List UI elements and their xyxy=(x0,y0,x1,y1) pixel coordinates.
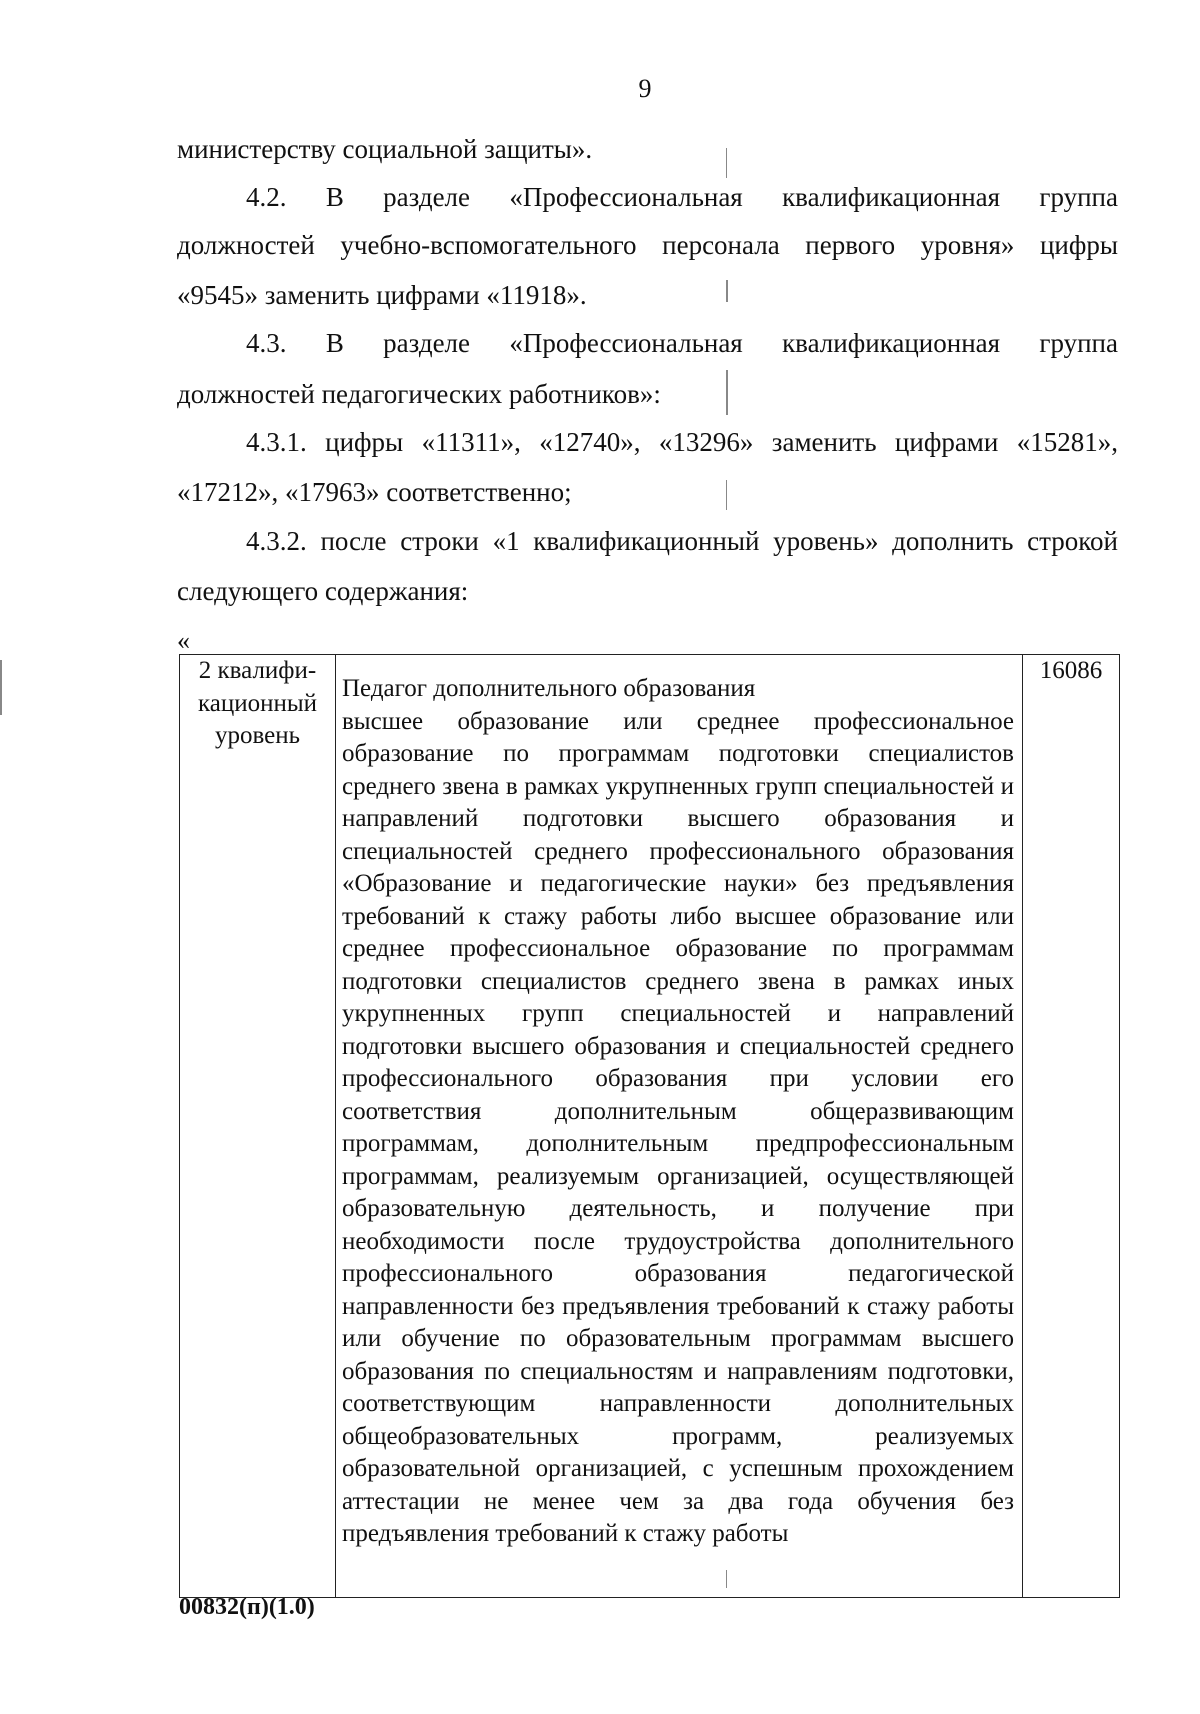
document-code: 00832(п)(1.0) xyxy=(179,1594,315,1620)
body-line-10: следующего содержания: xyxy=(177,576,469,606)
body-line-8: «17212», «17963» соответственно; xyxy=(177,477,572,507)
body-line-7: 4.3.1. цифры «11311», «12740», «13296» заменить цифрами «15281», xyxy=(246,427,1118,457)
body-line-4: «9545» заменить цифрами «11918». xyxy=(177,280,587,310)
scan-artifact-line xyxy=(726,480,727,510)
table-row xyxy=(180,655,1120,1598)
salary-value: 16086 xyxy=(1039,657,1103,684)
body-line-1: министерству социальной защиты». xyxy=(177,134,593,164)
body-line-5: 4.3. В разделе «Профессиональная квалификационная группа xyxy=(246,328,1118,358)
body-line-2: 4.2. В разделе «Профессиональная квалификационная группа xyxy=(246,182,1118,212)
scan-artifact-line xyxy=(726,370,728,415)
description-cell xyxy=(336,655,1023,1598)
salary-cell xyxy=(1023,655,1120,1598)
qualification-table xyxy=(179,654,1120,1598)
position-requirements: высшее образование или среднее профессиональное образование по программам подготовки специалистов среднего звена в рамках укрупненных групп специальностей и направлений подготовки высшего образования и специальностей среднего профессионального образования «Образование и педагогические науки» без предъявления требований к стажу работы либо высшее образование или среднее профессиональное образование по программам подготовки специалистов среднего звена в рамках иных укрупненных групп специальностей и направлений подготовки высшего образования и специальностей среднего профессионального образования при условии его соответствия дополнительным общеразвивающим программам, дополнительным предпрофессиональным программам, реализуемым организацией, осуществляющей образовательную деятельность, и получение при необходимости после трудоустройства дополнительного профессионального образования педагогической направленности без предъявления требований к стажу работы или обучение по образовательным программам высшего образования по специальностям и направлениям подготовки, соответствующим направленности дополнительных общеобразовательных программ, реализуемых образовательной организацией, с успешным прохождением аттестации не менее чем за два года обучения без предъявления требований к стажу работы xyxy=(342,707,1014,1547)
body-line-6: должностей педагогических работников»: xyxy=(177,379,661,409)
scan-artifact-line xyxy=(726,148,727,178)
body-line-9: 4.3.2. после строки «1 квалификационный уровень» дополнить строкой xyxy=(246,526,1118,556)
body-line-3: должностей учебно-вспомогательного персонала первого уровня» цифры xyxy=(177,230,1118,260)
level-cell xyxy=(180,655,336,1598)
level-label: 2 квалифи- кационный уровень xyxy=(197,657,318,749)
scan-artifact-line xyxy=(726,1570,727,1588)
opening-quote: « xyxy=(177,626,190,655)
position-name: Педагог дополнительного образования xyxy=(342,675,756,702)
scan-artifact-line xyxy=(726,280,728,302)
page-number: 9 xyxy=(638,74,652,103)
scan-artifact-line xyxy=(0,660,2,715)
